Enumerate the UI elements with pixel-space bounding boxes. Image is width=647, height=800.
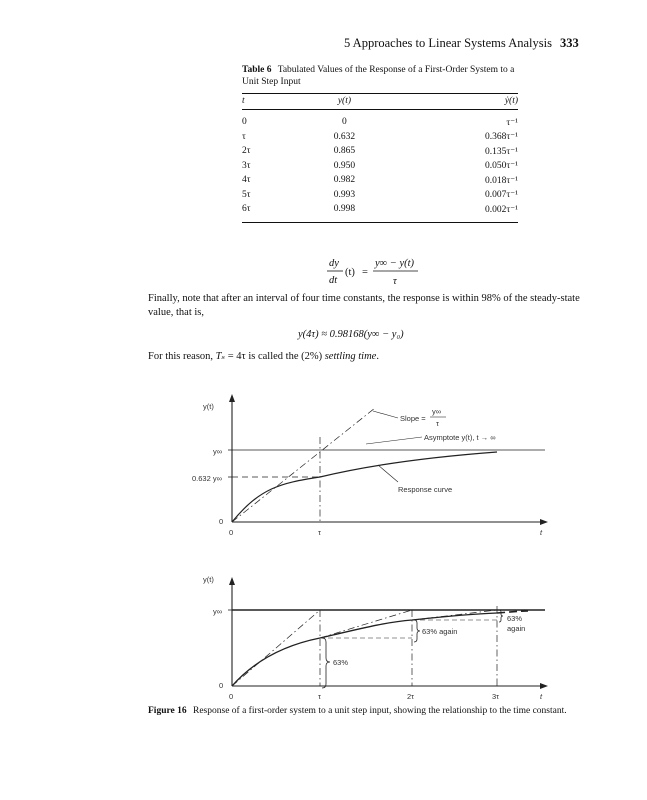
table-cell: τ⁻¹ [506, 117, 518, 128]
bottom-x-arrow-icon [540, 683, 548, 689]
top-x-axis-label: t [540, 528, 543, 537]
figure-caption-label: Figure 16 [148, 706, 187, 716]
table-cell: 3τ [242, 160, 251, 171]
bottom-brace-63-again [414, 620, 420, 642]
top-curve-leader [378, 465, 398, 482]
table-cell: 0.950 [333, 160, 356, 171]
top-y-axis-label: y(t) [203, 402, 214, 411]
paragraph-settling: Finally, note that after an interval of four time constants, the response is within 98% of the steady-state value, that is, [148, 293, 580, 318]
table-cell: 0.982 [333, 175, 356, 186]
table-caption-label: Table 6 [242, 65, 272, 75]
p2-emphasis: settling time [324, 351, 377, 362]
bottom-x-tick-2tau: 2τ [407, 692, 415, 701]
p2-symbol: Tₛ [215, 351, 226, 362]
bottom-x-tick-tau: τ [318, 692, 321, 701]
top-x-tick-tau: τ [318, 528, 321, 537]
table-cell: τ [242, 131, 246, 142]
top-slope-num: y∞ [432, 407, 442, 416]
table-cell: 0 [242, 117, 247, 128]
chapter-title: 5 Approaches to Linear Systems Analysis [344, 36, 552, 50]
bottom-y-arrow-icon [229, 577, 235, 585]
table-cell: 0.135τ⁻¹ [484, 146, 518, 157]
table-cell: 0.998 [302, 202, 387, 222]
p2-middle: = 4τ is called the (2%) [225, 351, 325, 362]
table-cell: 0.018τ⁻¹ [484, 175, 518, 186]
bottom-tangent-2 [320, 610, 412, 638]
settling-equation: y(4τ) ≈ 0.98168(y∞ − y₀) [298, 329, 404, 340]
figure-top [228, 394, 548, 525]
bottom-tangent-1 [232, 610, 320, 686]
p2-before: For this reason, [148, 351, 216, 362]
eq1-equals: = [362, 267, 368, 278]
top-y-tick-632: 0.632 y∞ [192, 474, 222, 483]
column-header: y(t) [302, 94, 387, 110]
bottom-label-63-right-2: again [507, 624, 526, 633]
top-asymptote-label: Asymptote y(t), t → ∞ [424, 433, 496, 442]
top-slope-label: Slope = [400, 414, 426, 423]
table-cell: 4τ [242, 175, 251, 186]
eq1-num-right: y∞ − y(t) [375, 258, 415, 269]
top-y-tick-ss: y∞ [213, 447, 223, 456]
eq1-den-right: τ [393, 276, 397, 287]
table-cell: 0.865 [333, 146, 356, 157]
top-x-tick-zero: 0 [229, 528, 234, 537]
bottom-brace-63 [322, 638, 330, 688]
table-cell: 0 [342, 117, 347, 128]
figure-caption-text: Response of a first-order system to a unit step input, showing the relationship to the time constant. [193, 706, 567, 716]
paragraph-settling-time [148, 350, 598, 364]
eq1-arg: (t) [345, 267, 355, 278]
table-cell: 0.007τ⁻¹ [484, 190, 518, 201]
top-x-arrow-icon [540, 519, 548, 525]
column-header: ẏ(t) [387, 94, 518, 110]
top-slope-den: τ [436, 419, 439, 428]
figure-bottom [228, 577, 548, 689]
bottom-response-curve [232, 613, 497, 686]
eq1-den-left: dt [329, 275, 338, 286]
top-asymptote-leader [366, 437, 422, 444]
top-tangent-line [232, 408, 375, 522]
column-header: t [242, 94, 302, 110]
bottom-x-tick-zero: 0 [229, 692, 234, 701]
bottom-label-63: 63% [333, 658, 349, 667]
p2-after: . [376, 351, 379, 362]
table-cell: 0.993 [333, 189, 356, 200]
bottom-x-tick-3tau: 3τ [492, 692, 500, 701]
figure-caption [148, 705, 598, 717]
top-y-tick-zero: 0 [219, 517, 224, 526]
bottom-x-axis-label: t [540, 692, 543, 701]
table-cell: 0.002τ⁻¹ [387, 202, 518, 222]
table-cell: 6τ [242, 202, 302, 222]
table-cell: 0.050τ⁻¹ [484, 161, 518, 172]
bottom-label-63-again: 63% again [422, 627, 458, 636]
table-cell: 0.368τ⁻¹ [484, 132, 518, 143]
bottom-label-63-right-1: 63% [507, 614, 523, 623]
bottom-y-tick-zero: 0 [219, 681, 224, 690]
top-response-curve [232, 452, 497, 522]
bottom-y-tick-ss: y∞ [213, 607, 223, 616]
top-y-arrow-icon [229, 394, 235, 402]
top-curve-label: Response curve [398, 485, 453, 494]
bottom-y-axis-label: y(t) [203, 575, 214, 584]
table-caption-text: Tabulated Values of the Response of a First-Order System to a Unit Step Input [242, 65, 515, 87]
table-cell: 5τ [242, 189, 251, 200]
bottom-response-tail [497, 611, 528, 613]
table-cell: 0.632 [333, 131, 356, 142]
page-number: 333 [559, 36, 579, 50]
derivative-equation [327, 258, 418, 287]
table-cell: 2τ [242, 146, 251, 157]
eq1-num-left: dy [329, 258, 339, 269]
top-slope-leader [373, 411, 398, 418]
